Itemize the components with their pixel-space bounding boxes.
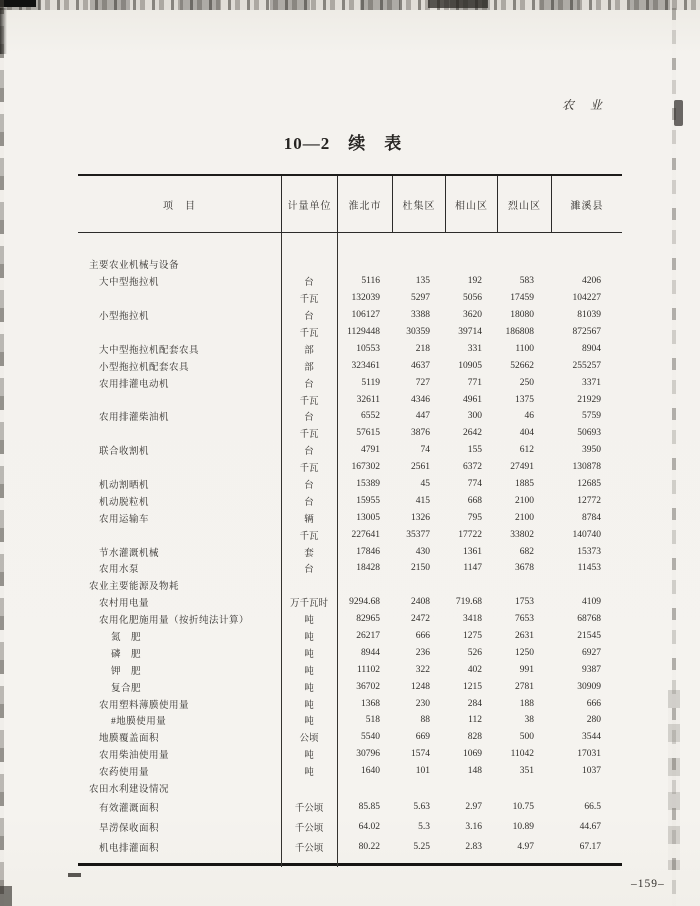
- row-value: 192: [467, 276, 482, 287]
- row-unit: 台: [304, 413, 314, 424]
- row-value: 3876: [411, 428, 430, 439]
- row-value: 2.97: [465, 801, 482, 812]
- row-label: 大中型拖拉机配套农具: [99, 345, 200, 356]
- row-label: 有效灌溉面积: [99, 803, 160, 814]
- column-header-suixi: 濉溪县: [551, 176, 622, 232]
- row-value: 167302: [351, 462, 380, 473]
- row-unit: 万千瓦时: [289, 599, 328, 610]
- row-value: 17722: [458, 529, 482, 540]
- row-value: 104227: [572, 293, 601, 304]
- row-unit: 千瓦: [299, 295, 319, 306]
- row-value: 331: [467, 343, 482, 354]
- row-label: 农用排灌柴油机: [99, 413, 170, 424]
- row-label: 机电排灌面积: [99, 843, 160, 854]
- row-label: 主要农业机械与设备: [89, 261, 180, 272]
- row-value: 583: [519, 276, 534, 287]
- column-header-xiangshan: 相山区: [445, 176, 497, 232]
- row-value: 11042: [510, 749, 534, 760]
- table-row: [78, 492, 622, 509]
- row-value: 500: [519, 732, 534, 743]
- page-number: –159–: [631, 878, 665, 890]
- table-row: [78, 797, 622, 817]
- row-value: 1215: [463, 681, 482, 692]
- table-row: [78, 442, 622, 459]
- table-row: [78, 391, 622, 408]
- row-value: 1368: [361, 698, 380, 709]
- row-value: 17846: [356, 546, 380, 557]
- row-value: 30909: [577, 681, 601, 692]
- row-unit: 吨: [304, 700, 314, 711]
- row-value: 101: [415, 766, 430, 777]
- row-value: 46: [524, 411, 534, 422]
- column-header-lieshan: 烈山区: [497, 176, 551, 232]
- row-value: 1037: [582, 766, 601, 777]
- row-value: 5759: [582, 411, 601, 422]
- row-value: 39714: [458, 327, 482, 337]
- table-row: [78, 661, 622, 678]
- row-unit: 套: [304, 548, 314, 559]
- row-value: 1326: [411, 512, 430, 523]
- row-value: 82965: [356, 614, 380, 625]
- row-value: 4791: [361, 445, 380, 456]
- table-row: [78, 357, 622, 374]
- row-value: 155: [467, 445, 482, 456]
- row-value: 828: [467, 732, 482, 743]
- row-value: 7653: [515, 614, 534, 625]
- table-row: [78, 290, 622, 307]
- table-row: [78, 543, 622, 560]
- table-row: [78, 837, 622, 857]
- table-row: [78, 712, 622, 729]
- row-value: 30359: [406, 327, 430, 337]
- row-value: 64.02: [358, 821, 380, 832]
- table-row: [78, 459, 622, 476]
- table-row: [78, 729, 622, 746]
- scan-artifact-top-blob: [428, 0, 488, 8]
- row-value: 5297: [411, 293, 430, 304]
- row-value: 991: [519, 664, 534, 675]
- row-unit: 台: [304, 278, 314, 289]
- table-row: [78, 256, 622, 273]
- row-value: 1147: [463, 563, 482, 574]
- row-label: 农用塑料薄膜使用量: [99, 700, 190, 711]
- row-value: 8784: [582, 512, 601, 523]
- row-value: 2781: [515, 681, 534, 692]
- row-value: 6372: [463, 462, 482, 473]
- row-unit: 辆: [304, 514, 314, 525]
- row-value: 3388: [411, 310, 430, 321]
- row-unit: 吨: [304, 683, 314, 694]
- row-label: 旱涝保收面积: [99, 823, 160, 834]
- row-value: 45: [420, 479, 430, 490]
- row-value: 1250: [515, 647, 534, 658]
- row-value: 3544: [582, 732, 601, 743]
- row-value: 5.63: [413, 801, 430, 812]
- table-row: [78, 594, 622, 611]
- row-value: 1248: [411, 681, 430, 692]
- row-value: 10553: [356, 343, 380, 354]
- table-row: [78, 374, 622, 391]
- row-unit: 吨: [304, 633, 314, 644]
- scan-artifact-right-blob: [674, 100, 683, 126]
- table-row: [78, 509, 622, 526]
- row-label: 小型拖拉机配套农具: [99, 362, 190, 373]
- row-value: 32611: [356, 394, 380, 405]
- row-value: 68768: [577, 614, 601, 625]
- row-label: 农村用电量: [99, 599, 150, 610]
- row-value: 3678: [515, 563, 534, 574]
- row-value: 1100: [515, 343, 534, 354]
- row-value: 280: [586, 715, 601, 726]
- row-value: 612: [519, 445, 534, 456]
- row-unit: 千瓦: [299, 329, 319, 339]
- row-value: 10.75: [512, 801, 534, 812]
- row-label: 农用化肥施用量（按折纯法计算）: [99, 616, 250, 627]
- row-value: 872567: [572, 327, 601, 337]
- row-value: 227641: [351, 529, 380, 540]
- row-value: 18080: [510, 310, 534, 321]
- row-value: 1753: [515, 597, 534, 608]
- row-value: 1275: [463, 631, 482, 642]
- table-row: [78, 340, 622, 357]
- row-value: 33802: [510, 529, 534, 540]
- table-row: [78, 577, 622, 594]
- row-value: 88: [420, 715, 430, 726]
- row-unit: 千瓦: [299, 531, 319, 542]
- row-unit: 台: [304, 312, 314, 323]
- table-divider-line: [281, 233, 282, 867]
- row-value: 9294.68: [349, 597, 380, 608]
- row-value: 322: [415, 664, 430, 675]
- row-value: 250: [519, 377, 534, 388]
- row-value: 2631: [515, 631, 534, 642]
- row-value: 727: [415, 377, 430, 388]
- row-label: 复合肥: [111, 683, 142, 694]
- row-unit: 台: [304, 565, 314, 576]
- row-value: 148: [467, 766, 482, 777]
- row-unit: 千公顷: [294, 843, 324, 854]
- table-row: [78, 425, 622, 442]
- row-value: 85.85: [358, 801, 380, 812]
- row-value: 1574: [411, 749, 430, 760]
- row-value: 5056: [463, 293, 482, 304]
- row-value: 430: [415, 546, 430, 557]
- row-value: 2150: [411, 563, 430, 574]
- row-value: 2642: [463, 428, 482, 439]
- chapter-corner-label: 农 业: [562, 98, 605, 112]
- row-label: 氮 肥: [111, 633, 142, 644]
- row-value: 1069: [463, 749, 482, 760]
- table-row: [78, 628, 622, 645]
- scan-artifact-left-smudge: [0, 8, 7, 54]
- table-row: [78, 526, 622, 543]
- row-value: 50693: [577, 428, 601, 439]
- row-value: 35377: [406, 529, 430, 540]
- row-value: 4346: [411, 394, 430, 405]
- row-value: 52662: [510, 360, 534, 371]
- row-value: 3950: [582, 445, 601, 456]
- row-value: 795: [467, 512, 482, 523]
- row-value: 2561: [411, 462, 430, 473]
- row-label: 小型拖拉机: [99, 312, 150, 323]
- row-value: 106127: [351, 310, 380, 321]
- row-value: 81039: [577, 310, 601, 321]
- row-value: 526: [467, 647, 482, 658]
- row-value: 15389: [356, 479, 380, 490]
- row-value: 18428: [356, 563, 380, 574]
- row-value: 1129448: [347, 327, 380, 337]
- row-value: 2100: [515, 512, 534, 523]
- row-value: 15373: [577, 546, 601, 557]
- row-value: 10905: [458, 360, 482, 371]
- page-title: 10—2 续 表: [283, 134, 403, 153]
- row-value: 11453: [577, 563, 601, 574]
- row-value: 5540: [361, 732, 380, 743]
- row-value: 1361: [463, 546, 482, 557]
- row-value: 1885: [515, 479, 534, 490]
- row-unit: 吨: [304, 616, 314, 627]
- row-label: 农用排灌电动机: [99, 379, 170, 390]
- row-value: 12685: [577, 479, 601, 490]
- table-divider-line: [337, 233, 338, 867]
- row-value: 27491: [510, 462, 534, 473]
- row-value: 15955: [356, 495, 380, 506]
- scan-artifact-top-left-blob: [0, 0, 36, 7]
- row-value: 80.22: [358, 841, 380, 852]
- row-value: 44.67: [579, 821, 601, 832]
- row-value: 10.89: [512, 821, 534, 832]
- row-value: 66.5: [584, 801, 601, 812]
- row-value: 1640: [361, 766, 380, 777]
- table-row: [78, 408, 622, 425]
- row-value: 774: [467, 479, 482, 490]
- row-unit: 台: [304, 497, 314, 508]
- row-value: 2100: [515, 495, 534, 506]
- table-row: [78, 273, 622, 290]
- scan-artifact-right-smudge: [668, 690, 680, 870]
- table-row: [78, 695, 622, 712]
- row-unit: 部: [304, 345, 314, 356]
- row-value: 1375: [515, 394, 534, 405]
- table-row: [78, 817, 622, 837]
- row-value: 284: [467, 698, 482, 709]
- column-header-huaibei: 淮北市: [337, 176, 392, 232]
- scan-artifact-bottom-left-blob: [0, 886, 12, 906]
- row-value: 3620: [463, 310, 482, 321]
- row-value: 2408: [411, 597, 430, 608]
- table-row: [78, 763, 622, 780]
- row-label: 大中型拖拉机: [99, 278, 160, 289]
- row-value: 8944: [361, 647, 380, 658]
- row-value: 8904: [582, 343, 601, 354]
- row-unit: 千公顷: [294, 823, 324, 834]
- row-unit: 公顷: [299, 734, 319, 745]
- scan-artifact-top-noise: [0, 0, 700, 10]
- row-value: 236: [415, 647, 430, 658]
- row-value: 36702: [356, 681, 380, 692]
- column-header-unit: 计量单位: [281, 176, 337, 232]
- row-value: 518: [365, 715, 380, 726]
- row-value: 130878: [572, 462, 601, 473]
- row-value: 4206: [582, 276, 601, 287]
- row-label: 联合收割机: [99, 447, 150, 458]
- row-value: 669: [415, 732, 430, 743]
- column-header-duji: 杜集区: [392, 176, 445, 232]
- row-label: 农药使用量: [99, 768, 150, 779]
- row-value: 255257: [572, 360, 601, 371]
- row-value: 21929: [577, 394, 601, 405]
- row-value: 9387: [582, 664, 601, 675]
- row-value: 668: [467, 495, 482, 506]
- row-value: 3371: [582, 377, 601, 388]
- row-value: 719.68: [455, 597, 482, 608]
- table-row: [78, 307, 622, 324]
- table-row: [78, 560, 622, 577]
- row-unit: 千瓦: [299, 464, 319, 475]
- row-unit: 千瓦: [299, 430, 319, 441]
- row-value: 2.83: [465, 841, 482, 852]
- table-row: [78, 476, 622, 493]
- row-label: 机动脱粒机: [99, 497, 150, 508]
- row-value: 26217: [356, 631, 380, 642]
- row-value: 112: [468, 715, 482, 726]
- row-value: 5.3: [418, 821, 430, 832]
- row-value: 447: [415, 411, 430, 422]
- row-value: 4637: [411, 360, 430, 371]
- row-value: 188: [519, 698, 534, 709]
- row-value: 21545: [577, 631, 601, 642]
- scan-artifact-stray-dash: [68, 873, 81, 877]
- row-label: 农用运输车: [99, 514, 150, 525]
- row-value: 30796: [356, 749, 380, 760]
- table-row: [78, 324, 622, 341]
- row-value: 404: [519, 428, 534, 439]
- row-value: 6552: [361, 411, 380, 422]
- row-value: 140740: [572, 529, 601, 540]
- row-unit: 部: [304, 362, 314, 373]
- row-value: 67.17: [579, 841, 601, 852]
- row-value: 12772: [577, 495, 601, 506]
- row-value: 4.97: [517, 841, 534, 852]
- column-header-item: 项 目: [163, 200, 196, 212]
- row-value: 132039: [351, 293, 380, 304]
- table-row: [78, 644, 622, 661]
- row-unit: 吨: [304, 768, 314, 779]
- row-unit: 台: [304, 481, 314, 492]
- row-label: #地膜使用量: [111, 717, 167, 728]
- table-row: [78, 611, 622, 628]
- row-value: 5116: [361, 276, 380, 287]
- row-label: 农业主要能源及物耗: [89, 582, 180, 593]
- row-label: 地膜覆盖面积: [99, 734, 160, 745]
- table-body: [78, 233, 622, 867]
- row-value: 402: [467, 664, 482, 675]
- row-label: 农用柴油使用量: [99, 751, 170, 762]
- row-value: 186808: [505, 327, 534, 337]
- row-value: 5.25: [413, 841, 430, 852]
- row-value: 38: [524, 715, 534, 726]
- row-value: 135: [415, 276, 430, 287]
- row-value: 74: [420, 445, 430, 456]
- row-value: 666: [415, 631, 430, 642]
- row-unit: 吨: [304, 751, 314, 762]
- row-unit: 千公顷: [294, 803, 324, 814]
- row-label: 节水灌溉机械: [99, 548, 160, 559]
- row-value: 415: [415, 495, 430, 506]
- row-value: 666: [586, 698, 601, 709]
- row-value: 218: [415, 343, 430, 354]
- row-unit: 台: [304, 447, 314, 458]
- row-unit: 吨: [304, 717, 314, 728]
- row-value: 13005: [356, 512, 380, 523]
- row-value: 17459: [510, 293, 534, 304]
- row-unit: 吨: [304, 649, 314, 660]
- row-value: 4961: [463, 394, 482, 405]
- row-value: 230: [415, 698, 430, 709]
- row-value: 11102: [356, 664, 380, 675]
- row-value: 57615: [356, 428, 380, 439]
- row-value: 4109: [582, 597, 601, 608]
- row-label: 磷 肥: [111, 649, 142, 660]
- row-value: 5119: [361, 377, 380, 388]
- table-row: [78, 746, 622, 763]
- row-value: 2472: [411, 614, 430, 625]
- table-header-row: [78, 176, 622, 233]
- statistics-table: [78, 174, 622, 866]
- row-value: 351: [519, 766, 534, 777]
- row-unit: 台: [304, 379, 314, 390]
- table-row: [78, 678, 622, 695]
- row-label: 机动割晒机: [99, 481, 150, 492]
- row-unit: 吨: [304, 666, 314, 677]
- row-label: 农用水泵: [99, 565, 140, 576]
- row-value: 323461: [351, 360, 380, 371]
- row-label: 钾 肥: [111, 666, 142, 677]
- row-value: 3.16: [465, 821, 482, 832]
- row-value: 17031: [577, 749, 601, 760]
- row-value: 300: [467, 411, 482, 422]
- row-unit: 千瓦: [299, 396, 319, 407]
- row-value: 3418: [463, 614, 482, 625]
- row-value: 682: [519, 546, 534, 557]
- row-value: 6927: [582, 647, 601, 658]
- row-value: 771: [467, 377, 482, 388]
- table-row: [78, 780, 622, 797]
- row-label: 农田水利建设情况: [89, 785, 170, 796]
- scan-artifact-left-edge: [0, 0, 4, 906]
